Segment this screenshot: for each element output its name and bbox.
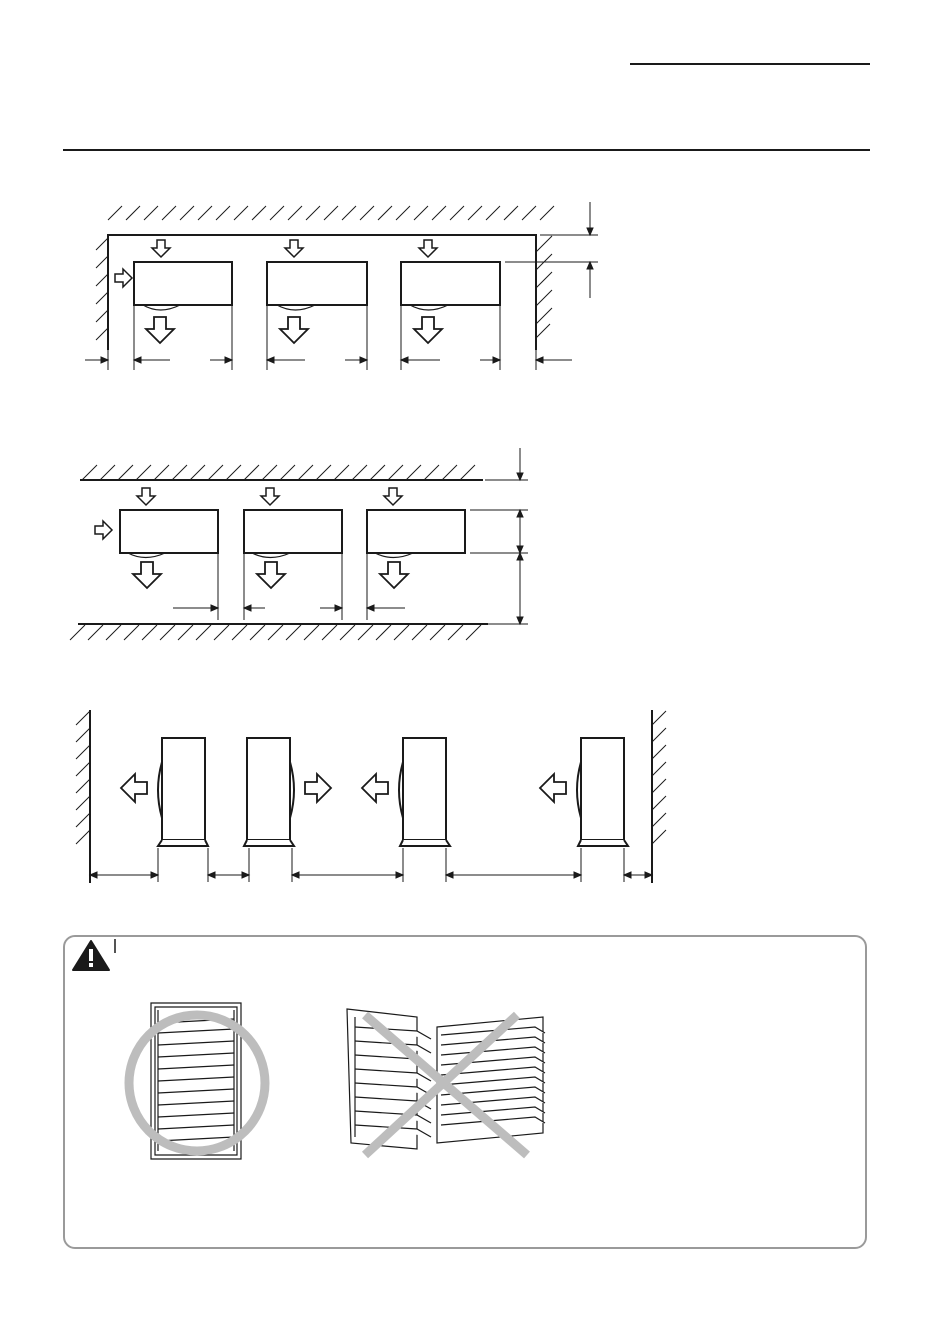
- caution-illustration: [65, 937, 865, 1247]
- outdoor-unit: [244, 510, 342, 553]
- warning-triangle-icon: [73, 941, 109, 970]
- wall-hatching-right: [536, 236, 552, 338]
- airflow-side-intake-arrow: [115, 269, 132, 287]
- outdoor-unit: [120, 510, 218, 553]
- airflow-discharge-arrow: [305, 774, 331, 802]
- wall-hatching-left: [96, 238, 108, 340]
- airflow-discharge-arrow: [146, 317, 174, 343]
- diagram-row-ceiling-floor: [0, 440, 933, 645]
- outdoor-unit: [267, 262, 367, 305]
- header-rule-short: [630, 63, 870, 65]
- airflow-intake-arrow: [419, 240, 437, 257]
- airflow-discharge-arrow: [540, 774, 566, 802]
- airflow-intake-arrow: [152, 240, 170, 257]
- airflow-discharge-arrow: [121, 774, 147, 802]
- outdoor-unit: [367, 510, 465, 553]
- clearance-dimension: [85, 357, 572, 363]
- clearance-dimension-vertical: [505, 202, 598, 298]
- airflow-discharge-arrow: [380, 562, 408, 588]
- diagram-row-with-walls: [0, 190, 933, 375]
- airflow-intake-arrow: [137, 488, 155, 505]
- header-rule: [63, 149, 870, 151]
- wall-hatching-top: [108, 206, 554, 220]
- airflow-intake-arrow: [285, 240, 303, 257]
- airflow-discharge-arrow: [362, 774, 388, 802]
- outdoor-unit-side: [244, 738, 294, 846]
- outdoor-unit-side: [158, 738, 208, 846]
- airflow-intake-arrow: [384, 488, 402, 505]
- wall-hatching-ceiling: [82, 465, 475, 480]
- clearance-dimension: [173, 605, 405, 611]
- airflow-discharge-arrow: [280, 317, 308, 343]
- airflow-side-intake-arrow: [95, 521, 112, 539]
- airflow-intake-arrow: [261, 488, 279, 505]
- wall-hatching-right: [652, 711, 666, 844]
- clearance-dimension-vertical: [470, 448, 528, 624]
- airflow-discharge-arrow: [414, 317, 442, 343]
- clearance-dimension: [90, 872, 652, 878]
- wall-hatching-floor: [70, 625, 481, 640]
- wall-hatching-left: [76, 711, 90, 844]
- outdoor-unit: [134, 262, 232, 305]
- outdoor-unit-side: [577, 738, 628, 846]
- caution-panel: [63, 935, 867, 1249]
- outdoor-unit-side: [399, 738, 450, 846]
- diagram-side-view: [0, 700, 933, 895]
- airflow-discharge-arrow: [257, 562, 285, 588]
- outdoor-unit: [401, 262, 500, 305]
- airflow-discharge-arrow: [133, 562, 161, 588]
